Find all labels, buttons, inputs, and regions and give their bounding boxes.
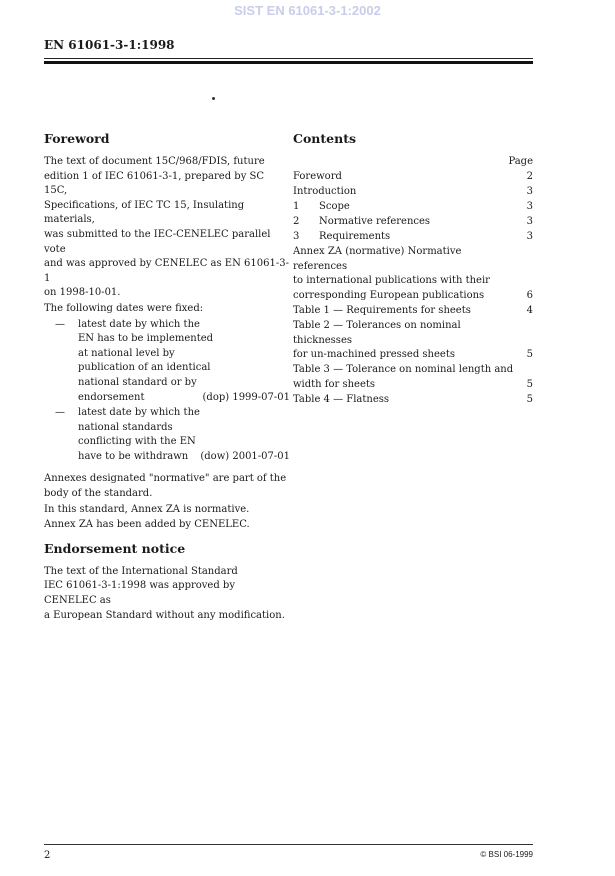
toc-entry-page: 5 [526, 394, 533, 405]
toc-entry-title [293, 363, 527, 392]
toc-entry-page: 3 [526, 230, 533, 242]
text-line: at national level by [78, 347, 175, 359]
toc-entry[interactable] [293, 215, 533, 230]
foreword-para3: In this standard, Annex ZA is normative. [44, 503, 250, 515]
footer-rule [44, 844, 533, 845]
dash: — [55, 318, 65, 330]
page-column-label: Page [508, 156, 533, 167]
toc-entry[interactable] [293, 393, 533, 408]
toc-entry-page: 6 [526, 289, 533, 301]
toc-entry-page: 2 [526, 170, 533, 182]
text-line: Requirements [319, 230, 391, 242]
toc-entry-title [293, 304, 527, 319]
date-item-dop [44, 318, 290, 406]
toc-entry-page: 3 [526, 200, 533, 212]
dash: — [55, 407, 65, 419]
document-id: EN 61061-3-1:1998 [44, 38, 175, 52]
text-line: Table 1 — Requirements for sheets [293, 304, 471, 316]
toc-entry-page: 3 [526, 215, 533, 227]
copyright: © BSI 06-1999 [480, 850, 533, 859]
text-line: Specifications, of IEC TC 15, Insulating materials, [44, 199, 245, 226]
text-line: national standard or by [78, 376, 197, 388]
text-line: Annex ZA (normative) Normative references [293, 246, 462, 272]
text-line: have to be withdrawn [78, 450, 189, 462]
text-line: body of the standard. [44, 488, 153, 500]
text-line: latest date by which the [78, 407, 200, 419]
header-rule-thick [44, 61, 533, 64]
toc-entry-page: 5 [526, 349, 533, 361]
text-line: Table 2 — Tolerances on nominal thicknesses [293, 320, 461, 346]
toc-entry-title [293, 170, 527, 185]
text-line: The text of the International Standard [44, 565, 238, 577]
toc-entry-title [293, 319, 527, 363]
text-line: national standards [78, 421, 173, 433]
toc-entry[interactable] [293, 230, 533, 245]
toc-entry[interactable] [293, 304, 533, 319]
endorsement-text [44, 565, 290, 623]
foreword-para4: Annex ZA has been added by CENELEC. [44, 519, 250, 531]
contents-heading: Contents [293, 131, 357, 146]
text-line: Table 3 — Tolerance on nominal length and [293, 364, 514, 376]
toc-entry-number: 2 [293, 215, 300, 227]
date-value: (dow) 2001-07-01 [200, 450, 290, 462]
text-line: EN has to be implemented [78, 333, 214, 345]
toc-entry[interactable] [293, 200, 533, 215]
foreword-para1 [44, 155, 290, 301]
toc-entry-title [293, 245, 527, 303]
text-line: Foreword [293, 170, 342, 182]
contents-column [293, 131, 533, 408]
date-value: (dop) 1999-07-01 [202, 391, 290, 403]
toc-entry-title [293, 393, 527, 408]
page-number: 2 [44, 850, 51, 861]
header-rule-thin [44, 58, 533, 59]
text-line: on 1998-10-01. [44, 287, 121, 299]
text-line: Table 4 — Flatness [293, 394, 390, 405]
toc-entry-title [293, 185, 527, 200]
foreword-para2 [44, 472, 290, 501]
toc-entry-number: 3 [293, 230, 300, 242]
text-line: publication of an identical [78, 362, 211, 374]
text-line: edition 1 of IEC 61061-3-1, prepared by SC 15C, [44, 170, 265, 197]
text-line: corresponding European publications [293, 289, 485, 301]
toc-list [293, 170, 533, 408]
text-line: for un-machined pressed sheets [293, 349, 455, 361]
text-line: Scope [319, 200, 350, 212]
text-line: to international publications with their [293, 275, 490, 287]
text-line: The text of document 15C/968/FDIS, future [44, 156, 265, 167]
text-line: IEC 61061-3-1:1998 was approved by CENELEC as [44, 580, 235, 607]
toc-entry-page: 5 [526, 378, 533, 390]
toc-entry[interactable] [293, 170, 533, 185]
date-item-dow [44, 406, 290, 464]
foreword-heading: Foreword [44, 131, 110, 146]
stray-mark [212, 97, 215, 100]
toc-entry-page: 4 [526, 304, 533, 316]
dates-intro: The following dates were fixed: [44, 302, 204, 314]
toc-entry-page: 3 [526, 185, 533, 197]
text-line: and was approved by CENELEC as EN 61061-3-1 [44, 258, 289, 284]
text-line: a European Standard without any modification. [44, 609, 285, 621]
toc-entry-title [293, 215, 527, 230]
toc-entry-title [293, 200, 527, 215]
toc-entry-number: 1 [293, 200, 300, 212]
text-line: endorsement [78, 391, 145, 403]
toc-entry[interactable] [293, 319, 533, 363]
text-line: was submitted to the IEC-CENELEC parallel vote [44, 228, 271, 255]
text-line: conflicting with the EN [78, 436, 196, 448]
text-line: Annexes designated "normative" are part of the [44, 473, 287, 485]
left-column [44, 131, 290, 624]
text-line: latest date by which the [78, 318, 200, 330]
toc-entry[interactable] [293, 363, 533, 392]
watermark: SIST EN 61061-3-1:2002 [234, 3, 381, 18]
text-line: Introduction [293, 185, 357, 197]
toc-entry[interactable] [293, 185, 533, 200]
toc-entry[interactable] [293, 245, 533, 303]
text-line: width for sheets [293, 378, 376, 390]
toc-entry-title [293, 230, 527, 245]
endorsement-heading: Endorsement notice [44, 540, 186, 556]
text-line: Normative references [319, 215, 431, 227]
